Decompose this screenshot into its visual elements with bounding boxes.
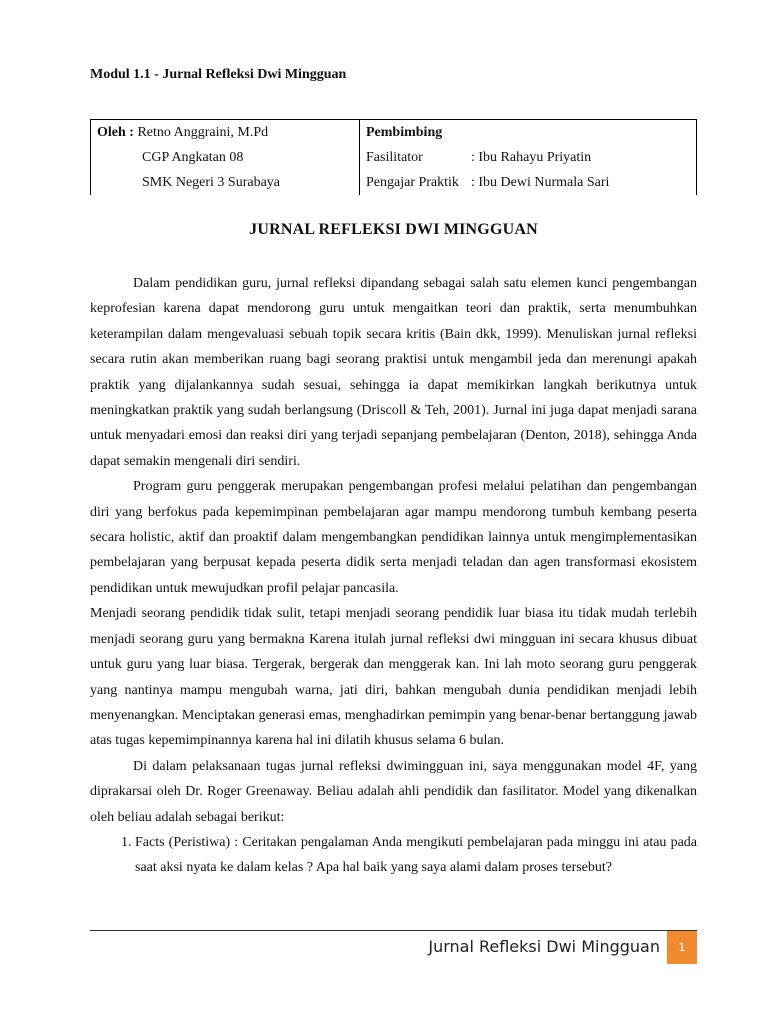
facilitator-line (366, 145, 690, 170)
supervisor-cell (360, 120, 697, 196)
page-number-badge: 1 (667, 931, 697, 964)
module-title: Modul 1.1 - Jurnal Refleksi Dwi Mingguan (90, 67, 347, 82)
instructor-label: Pengajar Praktik (366, 175, 459, 190)
author-school: SMK Negeri 3 Surabaya (142, 175, 281, 190)
author-cohort: CGP Angkatan 08 (142, 150, 244, 165)
facilitator-label: Fasilitator (366, 150, 423, 165)
author-name: Retno Anggraini, M.Pd (137, 125, 269, 140)
paragraph-1: Dalam pendidikan guru, jurnal refleksi dipandang sebagai salah satu elemen kunci pengembangan keprofesian karena dapat mendorong guru untuk mengaitkan teori dan praktik, serta menumbuhkan keterampilan dalam mengevaluasi sebuah topik secara kritis (Bain dkk, 1999). Menuliskan jurnal refleksi secara rutin akan memberikan ruang bagi seorang praktisi untuk mengambil jeda dan merenungi apakah praktik yang dijalankannya sudah sesuai, sehingga ia dapat memikirkan langkah berikutnya untuk meningkatkan praktik yang sudah berlangsung (Driscoll & Teh, 2001). Jurnal ini juga dapat menjadi sarana untuk menyadari emosi dan reaksi diri yang terjadi sepanjang pembelajaran (Denton, 2018), sehingga Anda dapat semakin mengenali diri sendiri. (90, 276, 697, 469)
footer-title: Jurnal Refleksi Dwi Mingguan (428, 937, 660, 956)
info-table (90, 119, 697, 195)
body-text (90, 271, 697, 881)
paragraph-2: Program guru penggerak merupakan pengembangan profesi melalui pelatihan dan pengembangan diri yang berfokus pada kepemimpinan pembelajaran agar mampu mendorong tumbuh kembang peserta secara holistic, aktif dan proaktif dalam mengembangkan pendidikan lainnya untuk mengimplementasikan pembelajaran yang berpusat kepada peserta didik serta menjadi teladan dan agen transformasi ekosistem pendidikan untuk mewujudkan profil pelajar pancasila. (90, 479, 697, 596)
instructor-line (366, 170, 690, 195)
author-label: Oleh : (97, 125, 134, 140)
model-list (90, 830, 697, 881)
instructor-name: : Ibu Dewi Nurmala Sari (471, 175, 610, 190)
document-heading: JURNAL REFLEKSI DWI MINGGUAN (249, 221, 538, 238)
facilitator-name: : Ibu Rahayu Priyatin (471, 150, 592, 165)
supervisor-heading: Pembimbing (366, 125, 443, 140)
author-cell (91, 120, 360, 196)
list-item: 1. Facts (Peristiwa) : Ceritakan pengalaman Anda mengikuti pembelajaran pada minggu ini atau pada saat aksi nyata ke dalam kelas ? Apa hal baik yang saya alami dalam proses tersebut? (135, 830, 697, 881)
footer-divider (90, 930, 697, 931)
author-line (97, 120, 353, 145)
paragraph-4: Di dalam pelaksanaan tugas jurnal refleksi dwimingguan ini, saya menggunakan model 4F, yang diprakarsai oleh Dr. Roger Greenaway. Beliau adalah ahli pendidik dan fasilitator. Model yang dikenalkan oleh beliau adalah sebagai berikut: (90, 758, 697, 825)
paragraph-3: Menjadi seorang pendidik tidak sulit, tetapi menjadi seorang pendidik luar biasa itu tidak mudah terlebih menjadi seorang guru yang bermakna Karena itulah jurnal refleksi dwi mingguan ini secara khusus dibuat untuk guru yang luar biasa. Tergerak, bergerak dan menggerak kan. Ini lah moto seorang guru penggerak yang nantinya mampu mengubah warna, jati diri, bahkan mengubah dunia pendidikan menjadi lebih menyenangkan. Menciptakan generasi emas, menghadirkan pemimpin yang benar-benar bertanggung jawab atas tugas kepemimpinannya karena hal ini dilatih khusus selama 6 bulan. (90, 606, 697, 749)
